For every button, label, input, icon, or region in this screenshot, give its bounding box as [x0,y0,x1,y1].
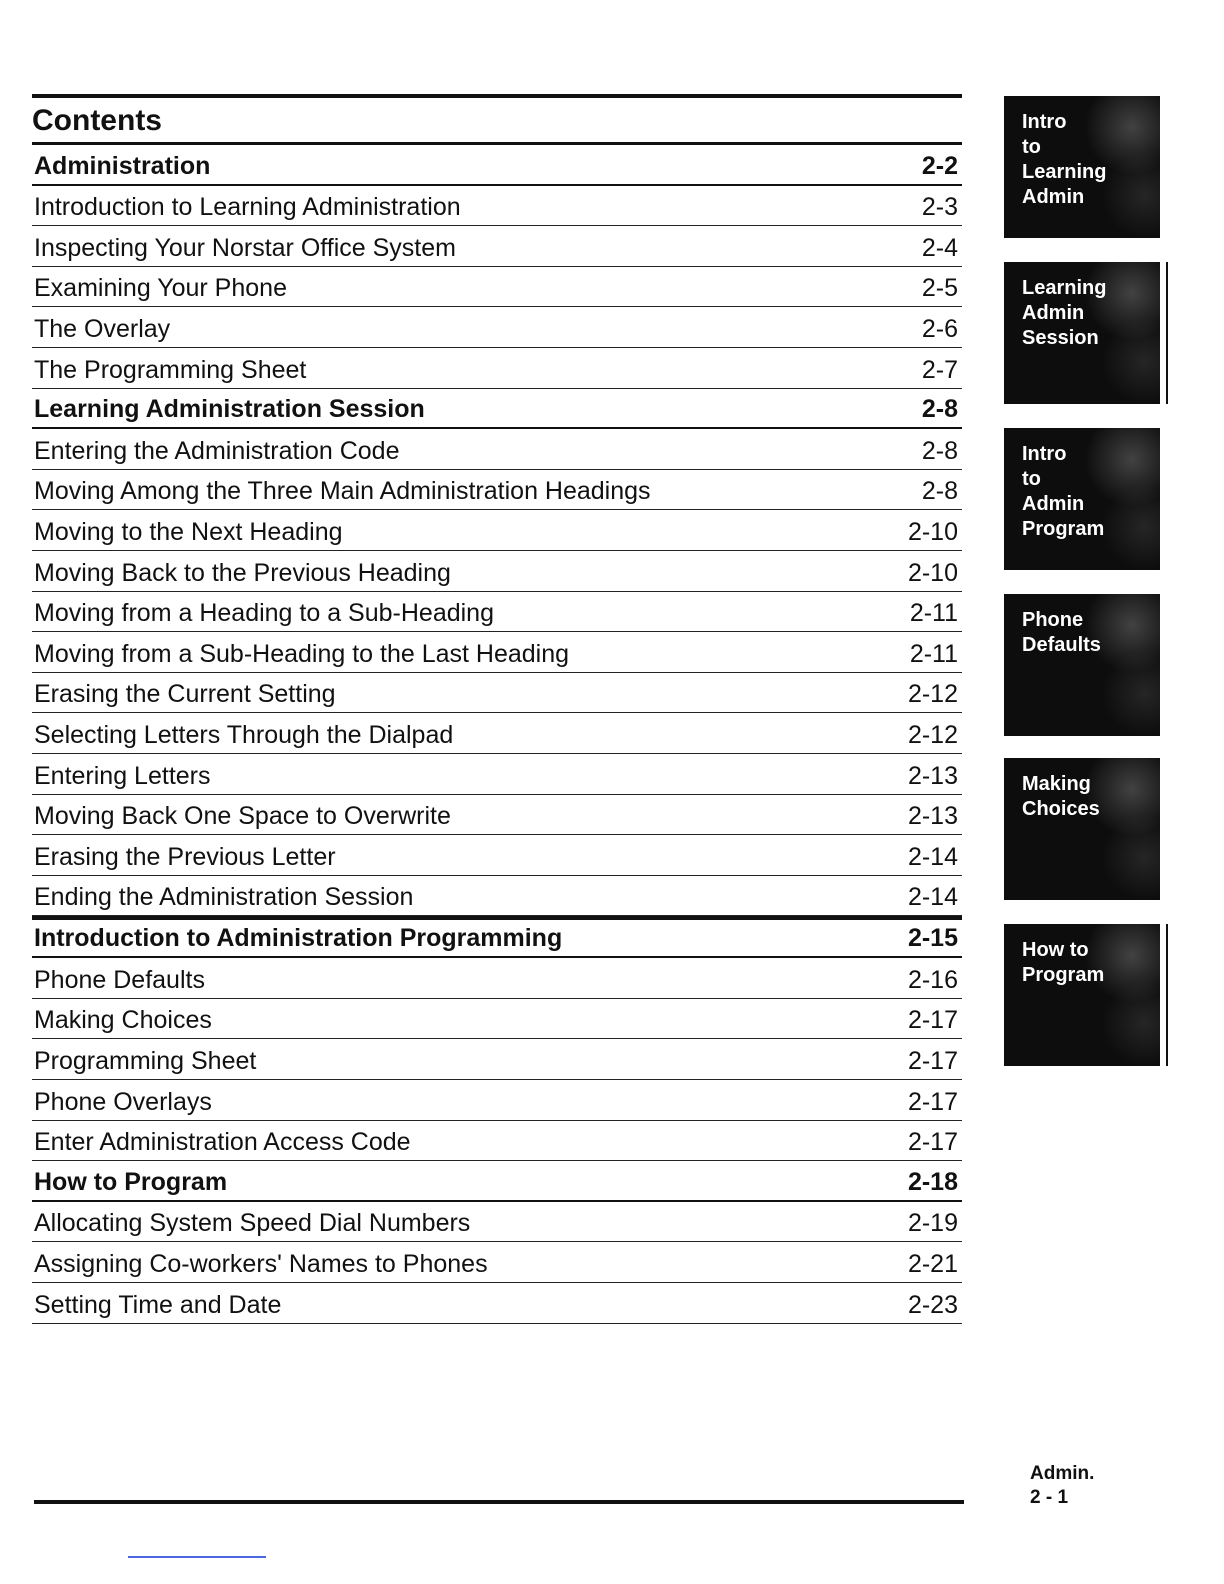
toc-entry-page: 2-17 [907,1047,958,1076]
section-tab-line: Phone [1022,609,1084,631]
toc-entry-page: 2-17 [907,1128,958,1157]
toc-entry-page: 2-12 [907,680,958,709]
toc-entry [32,673,962,714]
toc-entry-title: Entering Letters [34,761,211,790]
toc-entry-title: Moving to the Next Heading [34,517,343,546]
toc-entry-title: Programming Sheet [34,1047,257,1076]
toc-entry-title: Moving Among the Three Main Administration Headings [34,477,651,506]
toc-entry [32,1242,962,1283]
toc-entry-page: 2-12 [907,720,958,749]
section-tab-line: Intro [1022,443,1067,465]
toc-entry-page: 2-23 [907,1290,958,1319]
toc-entry [32,835,962,876]
toc-entry-page: 2-13 [907,802,958,831]
toc-entry-title: Allocating System Speed Dial Numbers [34,1209,471,1238]
toc-entry-page: 2-17 [907,1006,958,1035]
section-tab-line: Program [1022,518,1105,540]
toc-entry [32,429,962,470]
toc-entry [32,1080,962,1121]
toc-entry [32,348,962,389]
toc-entry [32,713,962,754]
toc-entry-page: 2-14 [907,883,958,912]
toc-section-heading [32,389,962,430]
toc-entry-page: 2-7 [921,355,958,384]
toc-entry [32,876,962,917]
toc-entry [32,592,962,633]
toc-entry [32,470,962,511]
toc-entry-page: 2-10 [907,517,958,546]
toc-section-heading [32,145,962,186]
toc-entry-title: Examining Your Phone [34,274,287,303]
toc-entry-title: Inspecting Your Norstar Office System [34,233,456,262]
tab-edge-line [1166,262,1168,404]
toc-entry [32,267,962,308]
toc-entry-page: 2-6 [921,314,958,343]
toc-entry-page: 2-14 [907,842,958,871]
section-tab-line: Session [1022,327,1099,349]
toc-entry-title: Introduction to Learning Administration [34,193,461,222]
toc-entry-page: 2-13 [907,761,958,790]
toc-entry [32,999,962,1040]
toc-entry-title: Moving from a Heading to a Sub-Heading [34,599,494,628]
page-label-number: 2 - 1 [1030,1487,1069,1508]
section-tab [1004,262,1160,404]
section-tab [1004,428,1160,570]
toc-entry-title: Entering the Administration Code [34,436,400,465]
section-tab [1004,594,1160,736]
toc-entry-page: 2-11 [909,599,958,628]
section-tab-line: Admin [1022,302,1085,324]
toc-entry-title: The Programming Sheet [34,355,307,384]
section-tab-line: Intro [1022,111,1067,133]
page-label-section: Admin. [1030,1463,1095,1484]
toc-entry [32,1121,962,1162]
toc-entry [32,1283,962,1324]
toc-entry-title: Moving Back to the Previous Heading [34,558,451,587]
blue-mark [128,1556,266,1558]
toc-entry-page: 2-19 [907,1209,958,1238]
section-tab-line: to [1022,468,1041,490]
page-label [1030,1462,1094,1510]
toc-entry [32,226,962,267]
toc-entry-title: Phone Defaults [34,965,205,994]
section-tab-line: Admin [1022,186,1085,208]
table-of-contents [32,94,962,1324]
toc-entry [32,1202,962,1243]
section-tab [1004,758,1160,900]
toc-entry [32,795,962,836]
toc-entry [32,754,962,795]
toc-entry-title: Administration [34,151,211,180]
section-tab-line: to [1022,136,1041,158]
toc-entry-page: 2-4 [921,233,958,262]
toc-entry [32,958,962,999]
toc-entry-page: 2-8 [921,477,958,506]
toc-entry-title: Making Choices [34,1006,212,1035]
contents-title: Contents [32,104,162,137]
toc-entry-title: The Overlay [34,314,171,343]
toc-entry [32,1039,962,1080]
toc-entry-title: Ending the Administration Session [34,883,414,912]
toc-entry-page: 2-11 [909,639,958,668]
section-tab-line: Learning [1022,277,1107,299]
section-tab-line: Choices [1022,798,1100,820]
toc-entry-title: Moving Back One Space to Overwrite [34,802,451,831]
toc-entry [32,186,962,227]
toc-entry-title: Enter Administration Access Code [34,1128,411,1157]
toc-list [32,145,962,1324]
toc-entry [32,307,962,348]
toc-entry-page: 2-2 [921,151,958,180]
section-tab-line: Admin [1022,493,1085,515]
section-tab [1004,96,1160,238]
section-tab-line: Learning [1022,161,1107,183]
toc-section-heading [32,1161,962,1202]
toc-section-heading [32,916,962,958]
footer-rule [34,1500,964,1504]
toc-entry-title: Erasing the Current Setting [34,680,336,709]
toc-entry [32,632,962,673]
toc-entry-page: 2-17 [907,1087,958,1116]
toc-entry-page: 2-3 [921,193,958,222]
toc-entry-page: 2-8 [921,395,958,424]
toc-entry-title: Moving from a Sub-Heading to the Last Heading [34,639,570,668]
tab-edge-line [1166,924,1168,1066]
toc-entry-title: Learning Administration Session [34,395,425,424]
toc-entry [32,551,962,592]
toc-entry-page: 2-18 [907,1167,958,1196]
toc-entry-page: 2-15 [907,924,958,953]
toc-entry-title: Setting Time and Date [34,1290,282,1319]
toc-entry-page: 2-21 [907,1250,958,1279]
toc-entry-title: How to Program [34,1167,228,1196]
toc-entry [32,510,962,551]
section-tab-line: Making [1022,773,1091,795]
toc-entry-page: 2-10 [907,558,958,587]
section-tab-line: Defaults [1022,634,1101,656]
section-tab-line: How to [1022,939,1089,961]
toc-entry-title: Selecting Letters Through the Dialpad [34,720,454,749]
toc-entry-title: Erasing the Previous Letter [34,842,336,871]
toc-entry-page: 2-16 [907,965,958,994]
toc-entry-title: Assigning Co-workers' Names to Phones [34,1250,488,1279]
toc-entry-page: 2-8 [921,436,958,465]
toc-entry-title: Introduction to Administration Programming [34,924,563,953]
section-tab [1004,924,1160,1066]
section-tab-line: Program [1022,964,1105,986]
toc-entry-title: Phone Overlays [34,1087,212,1116]
toc-entry-page: 2-5 [921,274,958,303]
